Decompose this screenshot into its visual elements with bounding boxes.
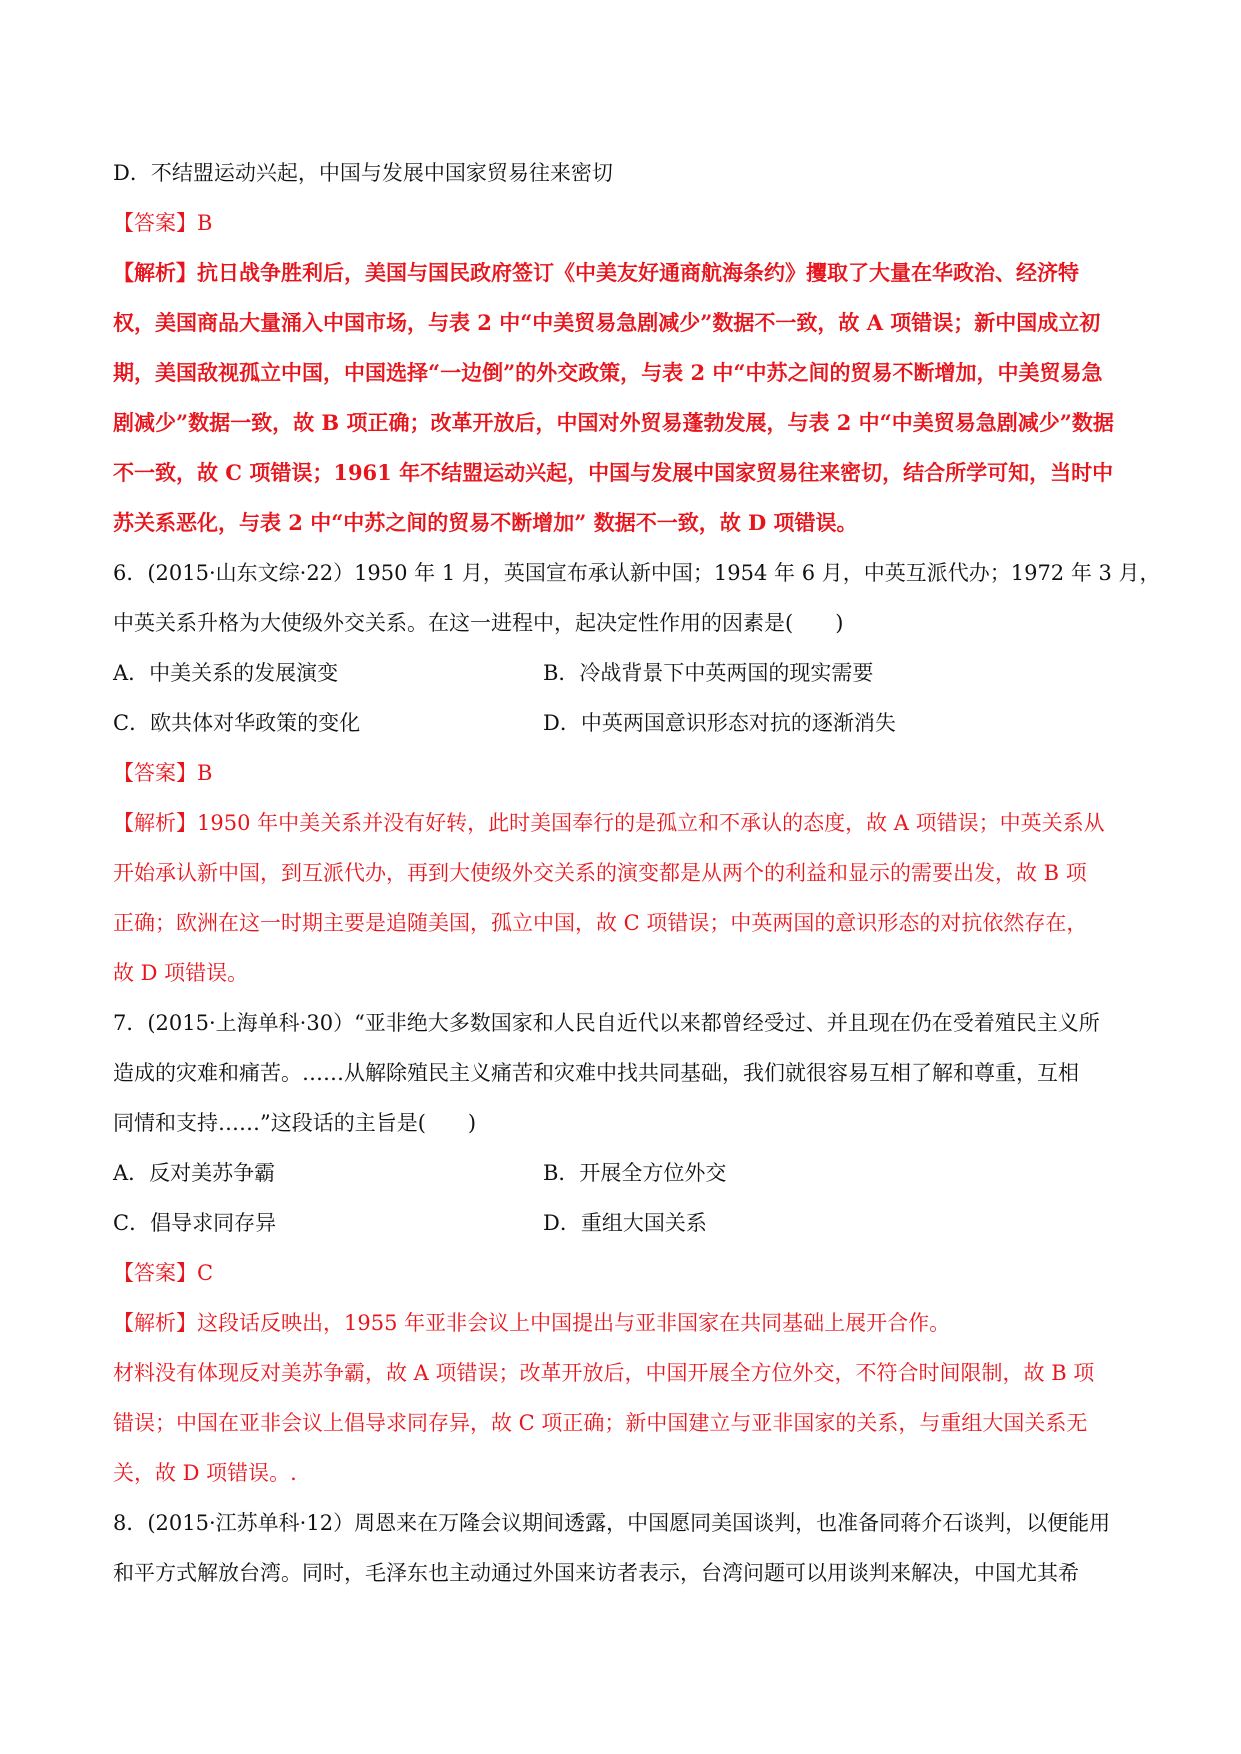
q7-option-a: A．反对美苏争霸 [113,1161,276,1185]
q5-analysis-line: 剧减少”数据一致，故 B 项正确；改革开放后，中国对外贸易蓬勃发展，与表 2 中“中美贸易急剧减少”数据 [113,410,1114,435]
q7-stem-line: 同情和支持……”这段话的主旨是( ) [113,1111,477,1135]
q6-analysis-line: 【解析】1950 年中美关系并没有好转，此时美国奉行的是孤立和不承认的态度，故 A 项错误；中英关系从 [113,811,1105,835]
q7-answer: 【答案】C [113,1261,214,1285]
q7-analysis-line: 错误；中国在亚非会议上倡导求同存异，故 C 项正确；新中国建立与亚非国家的关系，与重组大国关系无 [113,1411,1088,1435]
q5-analysis-line: 不一致，故 C 项错误；1961 年不结盟运动兴起，中国与发展中国家贸易往来密切，结合所学可知，当时中 [113,460,1114,485]
q5-analysis-line: 权，美国商品大量涌入中国市场，与表 2 中“中美贸易急剧减少”数据不一致，故 A 项错误；新中国成立初 [113,310,1101,335]
q5-analysis-line: 期，美国敌视孤立中国，中国选择“一边倒”的外交政策，与表 2 中“中苏之间的贸易不断增加，中美贸易急 [113,360,1103,385]
q7-stem-line: 造成的灾难和痛苦。……从解除殖民主义痛苦和灾难中找共同基础，我们就很容易互相了解和尊重，互相 [113,1061,1079,1085]
q7-option-b: B．开展全方位外交 [543,1161,727,1185]
q6-answer: 【答案】B [113,761,213,785]
q7-option-d: D．重组大国关系 [543,1211,707,1235]
q7-option-c: C．倡导求同存异 [113,1211,277,1235]
q7-analysis-line: 材料没有体现反对美苏争霸，故 A 项错误；改革开放后，中国开展全方位外交，不符合时间限制，故 B 项 [113,1361,1095,1385]
q5-answer: 【答案】B [113,211,213,235]
q6-stem-line: 6．(2015·山东文综·22）1950 年 1 月，英国宣布承认新中国；1954 年 6 月，中英互派代办；1972 年 3 月， [113,561,1161,585]
q6-option-a: A．中美关系的发展演变 [113,661,339,685]
q6-option-b: B．冷战背景下中英两国的现实需要 [543,661,874,685]
q5-analysis-line: 苏关系恶化，与表 2 中“中苏之间的贸易不断增加” 数据不一致，故 D 项错误。 [113,510,858,535]
q6-option-d: D．中英两国意识形态对抗的逐渐消失 [543,711,896,735]
q7-analysis-line: 【解析】这段话反映出，1955 年亚非会议上中国提出与亚非国家在共同基础上展开合作。 [113,1311,951,1335]
q6-analysis-line: 正确；欧洲在这一时期主要是追随美国，孤立中国，故 C 项错误；中英两国的意识形态的对抗依然存在， [113,911,1088,935]
q7-stem-line: 7．(2015·上海单科·30）“亚非绝大多数国家和人民自近代以来都曾经受过、并且现在仍在受着殖民主义所 [113,1011,1100,1035]
q6-analysis-line: 故 D 项错误。 [113,961,249,985]
q5-option-d: D．不结盟运动兴起，中国与发展中国家贸易往来密切 [113,161,613,185]
q6-analysis-line: 开始承认新中国，到互派代办，再到大使级外交关系的演变都是从两个的利益和显示的需要出发，故 B 项 [113,861,1087,885]
q7-analysis-line: 关，故 D 项错误。. [113,1461,297,1485]
q8-stem-line: 和平方式解放台湾。同时，毛泽东也主动通过外国来访者表示，台湾问题可以用谈判来解决，中国尤其希 [113,1561,1079,1585]
q5-analysis-line: 【解析】抗日战争胜利后，美国与国民政府签订《中美友好通商航海条约》攫取了大量在华政治、经济特 [113,260,1079,285]
q8-stem-line: 8．(2015·江苏单科·12）周恩来在万隆会议期间透露，中国愿同美国谈判，也准备同蒋介石谈判，以便能用 [113,1511,1111,1535]
q6-option-c: C．欧共体对华政策的变化 [113,711,361,735]
q6-stem-line: 中英关系升格为大使级外交关系。在这一进程中，起决定性作用的因素是( ) [113,611,844,635]
